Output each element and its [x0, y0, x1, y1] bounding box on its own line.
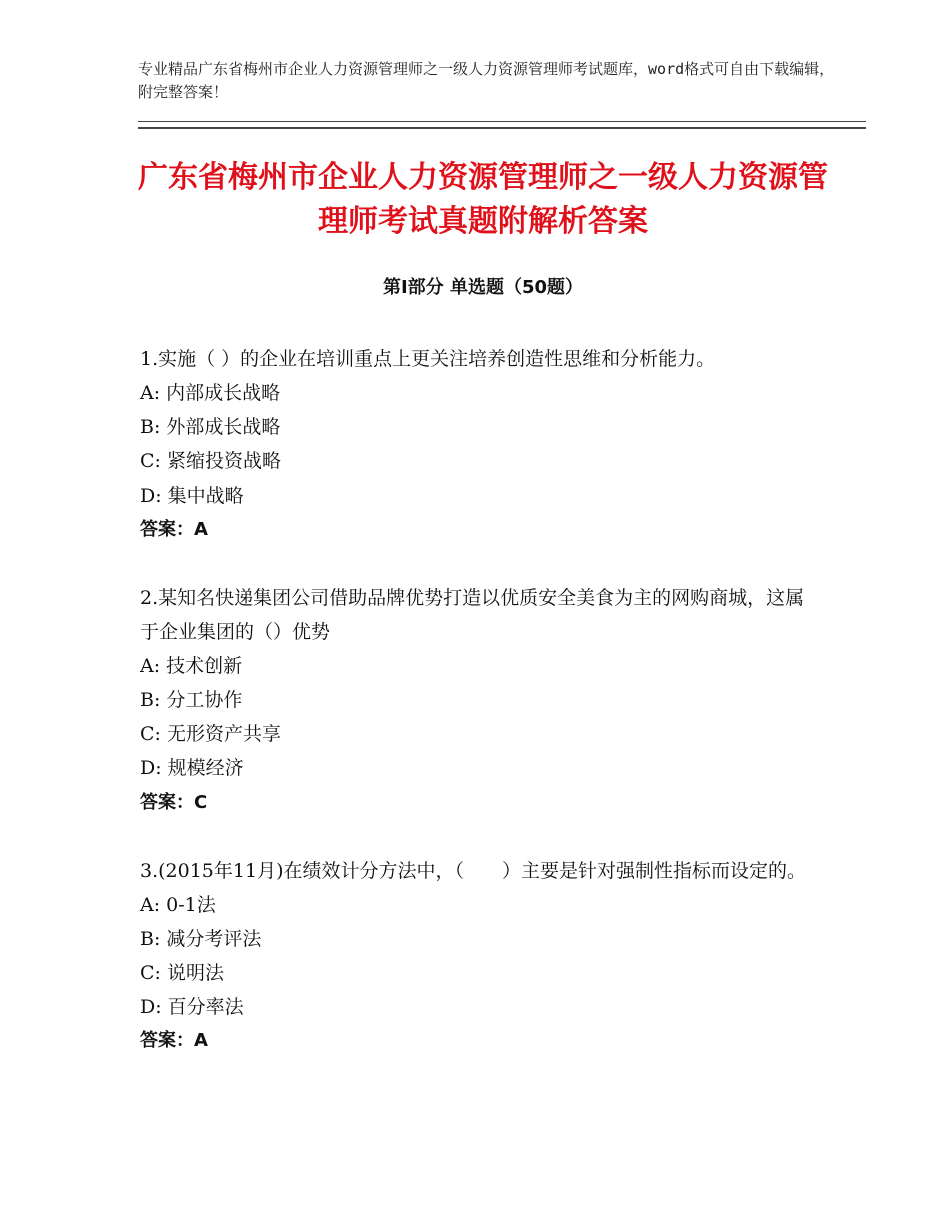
document-title: 广东省梅州市企业人力资源管理师之一级人力资源管理师考试真题附解析答案	[138, 160, 828, 239]
section-heading: 第Ⅰ部分 单选题（50题）	[382, 277, 583, 298]
option-c: C: 无形资产共享	[140, 723, 281, 746]
option-d: D: 集中战略	[140, 484, 244, 507]
question-list	[140, 342, 820, 1092]
option-a: A: 技术创新	[140, 654, 243, 677]
question-stem: 1.实施（ ）的企业在培训重点上更关注培养创造性思维和分析能力。	[140, 348, 716, 370]
question-stem: 3.(2015年11月)在绩效计分方法中，（ ）主要是针对强制性指标而设定的。	[140, 859, 806, 882]
option-c: C: 紧缩投资战略	[140, 450, 281, 473]
answer-line: 答案：C	[140, 791, 208, 813]
header-note: 专业精品广东省梅州市企业人力资源管理师之一级人力资源管理师考试题库，word格式可自由下载编辑，附完整答案！	[138, 60, 835, 101]
question-item	[140, 342, 820, 547]
option-b: B: 减分考评法	[140, 927, 262, 950]
option-b: B: 外部成长战略	[140, 416, 281, 439]
question-item	[140, 581, 820, 820]
option-d: D: 百分率法	[140, 996, 244, 1019]
option-a: A: 内部成长战略	[140, 382, 281, 404]
question-stem: 2.某知名快递集团公司借助品牌优势打造以优质安全美食为主的网购商城，这属于企业集团的（）优势	[140, 586, 805, 643]
option-d: D: 规模经济	[140, 757, 244, 780]
question-item	[140, 854, 820, 1059]
option-c: C: 说明法	[140, 962, 224, 985]
option-a: A: 0-1法	[140, 893, 216, 916]
answer-line: 答案：A	[140, 1030, 208, 1052]
header-divider	[138, 121, 866, 129]
option-b: B: 分工协作	[140, 689, 243, 712]
answer-line: 答案：A	[140, 518, 208, 540]
